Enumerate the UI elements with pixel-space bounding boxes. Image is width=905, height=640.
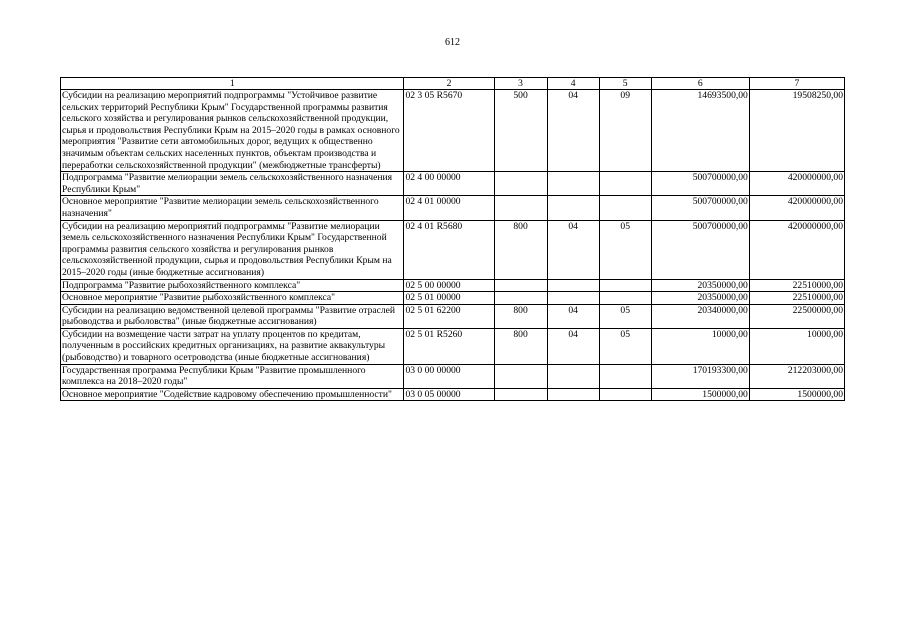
- row-amount-6: 500700000,00: [651, 196, 749, 220]
- table-row: [61, 220, 845, 279]
- row-col5: [599, 196, 651, 220]
- row-col5: [599, 388, 651, 401]
- row-col3: 800: [494, 304, 547, 328]
- row-amount-6: 170193300,00: [651, 364, 749, 388]
- table-row: [61, 364, 845, 388]
- row-col5: 05: [599, 220, 651, 279]
- row-col3: [494, 388, 547, 401]
- page-number: 612: [445, 37, 460, 48]
- header-col-3: 3: [494, 78, 547, 90]
- row-col4: 04: [547, 90, 599, 172]
- row-name: Субсидии на реализацию ведомственной целевой программы "Развитие отраслей рыбоводства и рыболовства" (иные бюджетные ассигнования): [61, 304, 404, 328]
- row-col3: 800: [494, 328, 547, 364]
- row-code: 02 5 00 00000: [404, 279, 494, 292]
- row-amount-6: 20340000,00: [651, 304, 749, 328]
- row-code: 02 4 01 00000: [404, 196, 494, 220]
- row-amount-6: 500700000,00: [651, 220, 749, 279]
- row-code: 02 5 01 62200: [404, 304, 494, 328]
- table-row: [61, 279, 845, 292]
- row-amount-6: 20350000,00: [651, 279, 749, 292]
- row-amount-7: 420000000,00: [749, 196, 844, 220]
- row-col5: 05: [599, 328, 651, 364]
- table-header-row: [61, 78, 845, 90]
- row-amount-7: 22510000,00: [749, 279, 844, 292]
- row-col4: [547, 292, 599, 305]
- row-col4: 04: [547, 328, 599, 364]
- budget-table: [60, 77, 845, 401]
- row-name: Подпрограмма "Развитие мелиорации земель сельскохозяйственного назначения Республики Крым": [61, 172, 404, 196]
- header-col-4: 4: [547, 78, 599, 90]
- row-amount-6: 20350000,00: [651, 292, 749, 305]
- row-col3: [494, 279, 547, 292]
- header-col-7: 7: [749, 78, 844, 90]
- row-amount-7: 22500000,00: [749, 304, 844, 328]
- row-name: Субсидии на реализацию мероприятий подпрограммы "Устойчивое развитие сельских территорий Республики Крым" Государственной программы развития сельского хозяйства и регулирования рынков сельскохозяйственной продукции, сырья и продовольствия Республики Крым на 2015–2020 годы в рамках основного мероприятия "Развитие сети автомобильных дорог, ведущих к общественно значимым объектам сельских населенных пунктов, объектам производства и переработки сельскохозяйственной продукции" (межбюджетные трансферты): [61, 90, 404, 172]
- row-amount-6: 1500000,00: [651, 388, 749, 401]
- row-col5: [599, 172, 651, 196]
- row-col4: 04: [547, 220, 599, 279]
- row-amount-7: 212203000,00: [749, 364, 844, 388]
- row-col5: [599, 364, 651, 388]
- row-amount-6: 10000,00: [651, 328, 749, 364]
- row-col3: 800: [494, 220, 547, 279]
- row-col4: [547, 196, 599, 220]
- table-row: [61, 196, 845, 220]
- row-col3: [494, 172, 547, 196]
- row-col5: [599, 279, 651, 292]
- row-code: 02 4 01 R5680: [404, 220, 494, 279]
- table-row: [61, 172, 845, 196]
- row-amount-7: 10000,00: [749, 328, 844, 364]
- row-code: 02 5 01 R5260: [404, 328, 494, 364]
- row-col3: [494, 364, 547, 388]
- row-col4: [547, 388, 599, 401]
- row-col4: [547, 279, 599, 292]
- row-code: 02 5 01 00000: [404, 292, 494, 305]
- row-col3: 500: [494, 90, 547, 172]
- row-amount-6: 14693500,00: [651, 90, 749, 172]
- row-amount-7: 420000000,00: [749, 172, 844, 196]
- row-amount-7: 1500000,00: [749, 388, 844, 401]
- row-col5: 05: [599, 304, 651, 328]
- row-amount-7: 22510000,00: [749, 292, 844, 305]
- header-col-5: 5: [599, 78, 651, 90]
- row-col5: [599, 292, 651, 305]
- row-name: Основное мероприятие "Развитие рыбохозяйственного комплекса": [61, 292, 404, 305]
- row-col3: [494, 292, 547, 305]
- row-name: Основное мероприятие "Содействие кадровому обеспечению промышленности": [61, 388, 404, 401]
- row-name: Субсидии на реализацию мероприятий подпрограммы "Развитие мелиорации земель сельскохозяйственного назначения Республики Крым" Государственной программы развития сельского хозяйства и регулирования рынков сельскохозяйственной продукции, сырья и продовольствия Республики Крым на 2015–2020 годы (иные бюджетные ассигнования): [61, 220, 404, 279]
- table-row: [61, 328, 845, 364]
- row-col5: 09: [599, 90, 651, 172]
- row-col3: [494, 196, 547, 220]
- row-col4: [547, 172, 599, 196]
- row-amount-6: 500700000,00: [651, 172, 749, 196]
- row-code: 02 4 00 00000: [404, 172, 494, 196]
- row-name: Основное мероприятие "Развитие мелиорации земель сельскохозяйственного назначения": [61, 196, 404, 220]
- row-code: 03 0 05 00000: [404, 388, 494, 401]
- header-col-2: 2: [404, 78, 494, 90]
- row-name: Субсидии на возмещение части затрат на уплату процентов по кредитам, полученным в российских кредитных организациях, на развитие аквакультуры (рыбоводство) и товарного осетроводства (иные бюджетные ассигнования): [61, 328, 404, 364]
- row-col4: [547, 364, 599, 388]
- row-name: Подпрограмма "Развитие рыбохозяйственного комплекса": [61, 279, 404, 292]
- table-row: [61, 304, 845, 328]
- row-col4: 04: [547, 304, 599, 328]
- row-amount-7: 19508250,00: [749, 90, 844, 172]
- row-code: 03 0 00 00000: [404, 364, 494, 388]
- header-col-6: 6: [651, 78, 749, 90]
- table-row: [61, 292, 845, 305]
- table-row: [61, 388, 845, 401]
- header-col-1: 1: [61, 78, 404, 90]
- row-amount-7: 420000000,00: [749, 220, 844, 279]
- table-row: [61, 90, 845, 172]
- row-name: Государственная программа Республики Крым "Развитие промышленного комплекса на 2018–2020 годы": [61, 364, 404, 388]
- row-code: 02 3 05 R5670: [404, 90, 494, 172]
